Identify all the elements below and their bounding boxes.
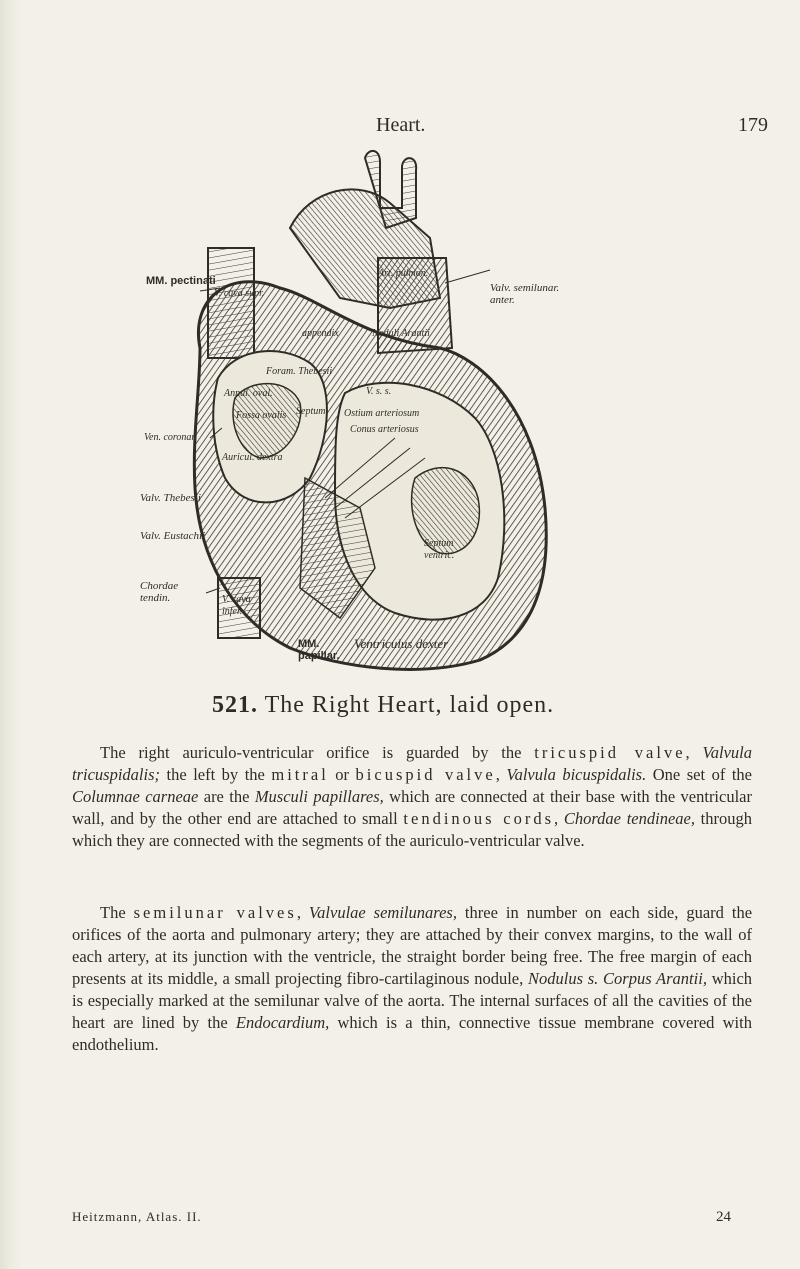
footer-source: Heitzmann, Atlas. II.	[72, 1209, 202, 1224]
label-v-cava-infer: V. cava infer.	[222, 594, 251, 617]
label-ostium: Ostium arteriosum	[344, 408, 420, 419]
label-v-cava-supr: V. cava supr.	[214, 288, 265, 299]
text: the left by the	[160, 765, 272, 784]
label-valv-eustachii: Valv. Eustachii	[140, 530, 206, 542]
label-vss: V. s. s.	[366, 386, 392, 397]
latin-term: Valvula tricuspidalis;	[72, 743, 752, 784]
text: ,	[495, 765, 507, 784]
page-number: 179	[738, 114, 768, 136]
text: The	[100, 903, 134, 922]
spaced-term: bicuspid valve	[355, 765, 496, 784]
label-valv-thebesii: Valv. Thebesii	[140, 492, 201, 504]
text: through which they are connected with the segments of the auriculo-ventricular valve.	[72, 809, 752, 850]
label-auricul-dextra: Auricul. dextra	[222, 452, 283, 463]
label-mm-pectinati: MM. pectinati	[146, 275, 216, 287]
label-appendix: appendix	[302, 328, 339, 339]
figure-caption-text: The Right Heart, laid open.	[264, 692, 555, 718]
latin-term: Columnae carneae	[72, 787, 199, 806]
latin-term: Endocardium,	[235, 1013, 330, 1032]
label-noduli-arantii: Noduli Arantii	[372, 328, 430, 339]
figure-caption	[212, 692, 554, 719]
latin-term: Valvula bicuspidalis.	[506, 765, 647, 784]
spaced-term: tendinous cords	[403, 809, 555, 828]
page-binding-edge	[0, 0, 22, 1269]
label-annul-ovalis: Annul. oval.	[224, 388, 273, 399]
text: ,	[296, 903, 309, 922]
text: One set of the	[646, 765, 752, 784]
label-chordae: Chordae tendin.	[140, 580, 179, 604]
latin-term: Musculi papillares,	[254, 787, 384, 806]
text: ,	[554, 809, 564, 828]
spaced-term: semilunar valves	[133, 903, 297, 922]
label-fossa-ovalis: Fossa ovalis	[236, 410, 287, 421]
label-septum-ventric: Septum ventric.	[424, 538, 455, 561]
signature-mark: 24	[716, 1209, 731, 1225]
text: are the	[198, 787, 255, 806]
text: or	[328, 765, 356, 784]
latin-term: Chordae tendineae,	[563, 809, 695, 828]
label-conus: Conus arteriosus	[350, 424, 419, 435]
label-ven-coronar: Ven. coronar.	[144, 432, 197, 443]
text: which is especially marked at the semilunar valve of the aorta. The internal surfaces of all the cavities of the heart are lined by the	[72, 969, 753, 1032]
latin-term: Nodulus s. Corpus Arantii,	[527, 969, 707, 988]
text: which are connected at their base with the ventricular wall, and by the other end are attached to small	[72, 787, 752, 828]
text: The right auriculo-ventricular orifice is guarded by the	[100, 743, 535, 762]
label-septum: Septum	[296, 406, 326, 417]
latin-term: Valvulae semilunares,	[308, 903, 457, 922]
label-foram-thebesii: Foram. Thebesii	[266, 366, 333, 377]
text: which is a thin, connective tissue membrane covered with endothelium.	[72, 1013, 752, 1054]
label-valv-semilunar: Valv. semilunar. anter.	[490, 282, 560, 306]
heart-illustration	[140, 148, 580, 678]
figure-number: 521.	[212, 692, 258, 718]
text: three in number on each side, guard the orifices of the aorta and pulmonary artery; they are attached by their convex margins, to the wall of each artery, at its junction with the ventricle, the straight border being free. The free margin of each presents at its middle, a small projecting fibro-cartilaginous nodule,	[72, 903, 753, 988]
running-header-title: Heart.	[376, 114, 426, 136]
paragraph-tricuspid	[72, 742, 752, 852]
label-ventriculus-dexter: Ventriculus dexter	[354, 636, 449, 651]
spaced-term: tricuspid valve	[534, 743, 686, 762]
spaced-term: mitral	[271, 765, 329, 784]
text: ,	[685, 743, 703, 762]
paragraph-semilunar	[72, 902, 752, 1056]
leader-line	[445, 270, 490, 283]
label-mm-papillar: MM. papillar.	[298, 638, 340, 662]
label-art-pulmon: Art. pulmon.	[378, 268, 429, 279]
